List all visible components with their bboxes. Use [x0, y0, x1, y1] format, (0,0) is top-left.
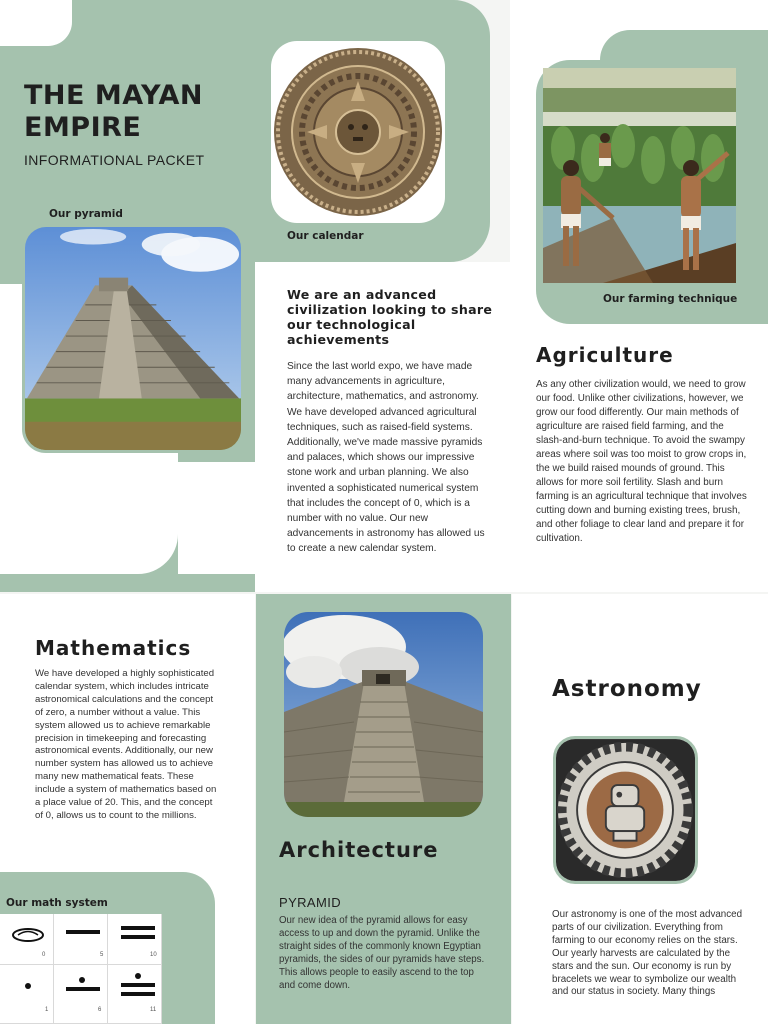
- bar-glyph: [121, 935, 155, 939]
- calendar-card: [271, 41, 445, 223]
- pyramid-photo: [22, 224, 244, 453]
- architecture-body: Our new idea of the pyramid allows for easy access to up and down the pyramid. Unlike the straight sides of the commonly known Egyptian pyramids, the sides of our pyramids have steps. This allows people to easily ascend to the top and come down.: [279, 915, 485, 991]
- intro-heading: We are an advanced civilization looking to share our technological achievements: [287, 287, 493, 347]
- math-cell: [54, 965, 108, 1024]
- architecture-heading: Architecture: [279, 838, 439, 862]
- agriculture-body: As any other civilization would, we need to grow our food. Unlike other civilizations, however, we grow our food differently. Our main methods of agriculture are raised field farming, and the slash-and-burn technique. To avoid the swampy areas where soil was too moist to grow crops in, the we build raised mounds of ground. This allows for more soil fertility. Slash and burn farming is an agricultural technique that involves cutting down and burning existing trees, brush, and other foliage to clear land and prepare it for cultivation.: [536, 379, 747, 544]
- dot-glyph: [135, 973, 141, 979]
- corner-cutout: [0, 0, 72, 46]
- pyramid-photo-2: [284, 612, 483, 817]
- page-title: THE MAYAN EMPIRE: [24, 80, 203, 143]
- math-cell: [54, 914, 108, 965]
- number-label: 0: [42, 952, 46, 958]
- number-label: 5: [100, 952, 104, 958]
- mathematics-heading: Mathematics: [35, 636, 192, 660]
- page-subtitle: INFORMATIONAL PACKET: [24, 152, 205, 168]
- dot-glyph: [25, 983, 31, 989]
- math-cell: [108, 914, 162, 965]
- number-label: 10: [150, 952, 157, 958]
- sun-stone-calendar: [271, 41, 445, 223]
- shell-glyph: [12, 928, 44, 942]
- astronomy-heading: Astronomy: [552, 676, 702, 702]
- bar-glyph: [121, 983, 155, 987]
- math-cell: [108, 965, 162, 1024]
- agriculture-heading: Agriculture: [536, 343, 674, 367]
- astronomy-body: Our astronomy is one of the most advanced parts of our civilization. Everything from farming to our economy relies on the stars. Our yearly harvests are calculated by the stars and the sun. Our economy is run by bracelets we wear to symbolize our wealth and our status in society. Many things: [552, 909, 743, 998]
- caption-math-system: Our math system: [6, 897, 108, 909]
- math-table: [0, 914, 162, 1024]
- bar-glyph: [121, 992, 155, 996]
- farming-illustration: [543, 68, 736, 283]
- intro-body: Since the last world expo, we have made many advancements in agriculture, architecture, mathematics, and astronomy. We have developed advanced agricultural techniques, such as raised-field systems. Additionally, we've made massive pyramids and palaces, which shows our impressive stone work and urban planning. We also invented a sophisticated numerical system that includes the concept of 0, which is a number with no value. Our new advancements in astronomy has allowed us to create a new calendar system.: [287, 361, 485, 555]
- architecture-subheading: PYRAMID: [279, 895, 342, 910]
- number-label: 11: [150, 1007, 157, 1013]
- astronomy-medallion-frame: [553, 736, 698, 884]
- mathematics-body: We have developed a highly sophisticated calendar system, which includes intricate astronomical calculations and the concept of zero, a number without a value. This system allowed us to achieve remarkable precision in timekeeping and forecasting astronomical events. Additionally, our new number system has allowed us to achieve many new mathematical feats. These include a system of mathematics based on a place value of 20. This, and the concept of 0, allows us to count to the millions.: [35, 668, 217, 821]
- caption-calendar: Our calendar: [287, 230, 364, 242]
- bar-glyph: [66, 930, 100, 934]
- white-fill: [178, 458, 255, 574]
- number-label: 6: [98, 1007, 102, 1013]
- caption-farming: Our farming technique: [603, 293, 738, 305]
- astronomy-medallion: [556, 739, 695, 881]
- dot-glyph: [79, 977, 85, 983]
- bar-glyph: [121, 926, 155, 930]
- math-cell: [0, 965, 54, 1024]
- number-label: 1: [45, 1007, 49, 1013]
- math-cell: [0, 914, 54, 965]
- bar-glyph: [66, 987, 100, 991]
- caption-pyramid: Our pyramid: [49, 208, 123, 220]
